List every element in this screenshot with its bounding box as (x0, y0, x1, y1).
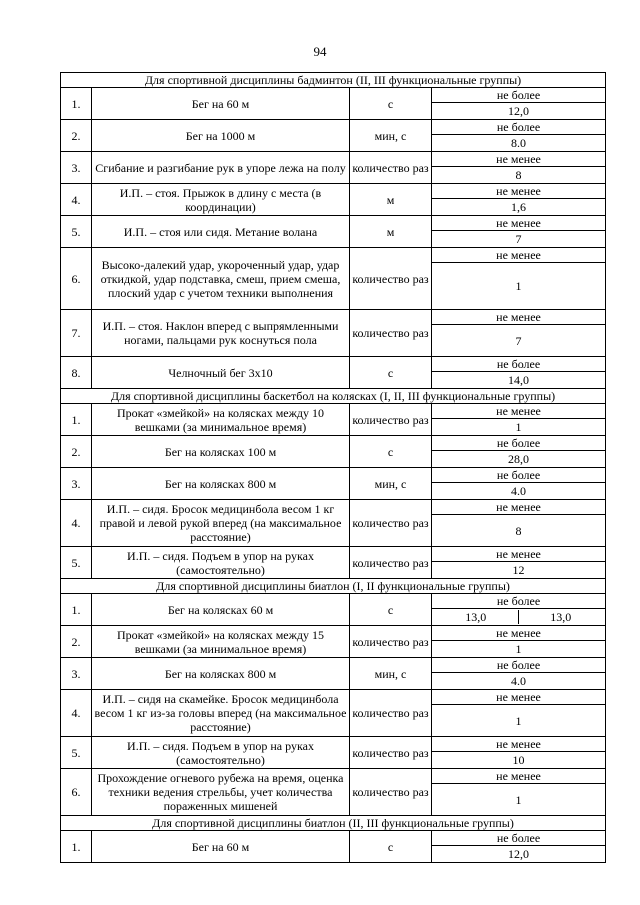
norm-condition: не менее (432, 184, 606, 199)
table-row (61, 216, 606, 231)
row-number: 2. (61, 626, 92, 658)
exercise-name: Бег на 60 м (92, 831, 350, 863)
norm-value: 1 (432, 263, 606, 310)
norm-value: 10 (432, 752, 606, 769)
unit-of-measure: количество раз (350, 152, 432, 184)
norm-condition: не менее (432, 769, 606, 784)
norm-value: 12,0 (432, 103, 606, 120)
norm-value: 12,0 (432, 846, 606, 863)
row-number: 6. (61, 248, 92, 310)
norm-value: 8 (432, 515, 606, 547)
norm-value: 1 (432, 784, 606, 816)
exercise-name: Прокат «змейкой» на колясках между 15 вешками (за минимальное время) (92, 626, 350, 658)
unit-of-measure: мин, с (350, 658, 432, 690)
unit-of-measure: количество раз (350, 248, 432, 310)
table-row (61, 500, 606, 515)
row-number: 1. (61, 831, 92, 863)
row-number: 4. (61, 184, 92, 216)
section-header-row (61, 389, 606, 404)
norm-value-split (432, 609, 606, 626)
page-number: 94 (313, 44, 327, 59)
row-number: 5. (61, 737, 92, 769)
row-number: 2. (61, 120, 92, 152)
row-number: 3. (61, 468, 92, 500)
unit-of-measure: мин, с (350, 120, 432, 152)
norm-value: 1 (432, 705, 606, 737)
row-number: 7. (61, 310, 92, 357)
exercise-name: Прохождение огневого рубежа на время, оценка техники ведения стрельбы, учет количества пораженных мишеней (92, 769, 350, 816)
row-number: 1. (61, 594, 92, 626)
exercise-name: И.П. – сидя. Подъем в упор на руках (самостоятельно) (92, 737, 350, 769)
table-row (61, 184, 606, 199)
table-row (61, 690, 606, 705)
row-number: 5. (61, 547, 92, 579)
table-row (61, 626, 606, 641)
norm-condition: не менее (432, 547, 606, 562)
norm-condition: не более (432, 120, 606, 135)
norm-value: 8.0 (432, 135, 606, 152)
unit-of-measure: с (350, 88, 432, 120)
exercise-name: Бег на колясках 800 м (92, 658, 350, 690)
norm-value: 14,0 (432, 372, 606, 389)
norm-condition: не менее (432, 500, 606, 515)
unit-of-measure: количество раз (350, 500, 432, 547)
norm-condition: не менее (432, 152, 606, 167)
exercise-name: И.П. – сидя. Подъем в упор на руках (самостоятельно) (92, 547, 350, 579)
norm-condition: не менее (432, 310, 606, 325)
row-number: 4. (61, 500, 92, 547)
unit-of-measure: количество раз (350, 769, 432, 816)
norm-value: 1 (432, 419, 606, 436)
norm-condition: не более (432, 468, 606, 483)
table-row (61, 310, 606, 325)
row-number: 8. (61, 357, 92, 389)
exercise-name: Бег на колясках 800 м (92, 468, 350, 500)
row-number: 2. (61, 436, 92, 468)
exercise-name: Бег на колясках 60 м (92, 594, 350, 626)
norm-value: 7 (432, 325, 606, 357)
exercise-name: И.П. – стоя или сидя. Метание волана (92, 216, 350, 248)
exercise-name: Бег на 60 м (92, 88, 350, 120)
section-title: Для спортивной дисциплины баскетбол на колясках (I, II, III функциональные группы) (61, 389, 606, 404)
table-row (61, 658, 606, 673)
row-number: 3. (61, 152, 92, 184)
exercise-name: Высоко-далекий удар, укороченный удар, удар откидкой, удар подставка, смеш, прием смеша, плоский удар с учетом техники выполнения (92, 248, 350, 310)
table-row (61, 357, 606, 372)
section-title: Для спортивной дисциплины биатлон (II, III функциональные группы) (61, 816, 606, 831)
norm-value: 7 (432, 231, 606, 248)
unit-of-measure: с (350, 357, 432, 389)
norm-condition: не менее (432, 626, 606, 641)
table-row (61, 152, 606, 167)
exercise-name: Бег на колясках 100 м (92, 436, 350, 468)
norm-condition: не более (432, 658, 606, 673)
norm-condition: не более (432, 436, 606, 451)
unit-of-measure: количество раз (350, 547, 432, 579)
norm-value: 4.0 (432, 483, 606, 500)
table-row (61, 831, 606, 846)
row-number: 4. (61, 690, 92, 737)
section-header-row (61, 579, 606, 594)
norm-value: 28,0 (432, 451, 606, 468)
table-row (61, 737, 606, 752)
norm-condition: не менее (432, 737, 606, 752)
unit-of-measure: с (350, 594, 432, 626)
row-number: 6. (61, 769, 92, 816)
norm-condition: не более (432, 831, 606, 846)
norm-condition: не более (432, 357, 606, 372)
section-title: Для спортивной дисциплины биатлон (I, II функциональные группы) (61, 579, 606, 594)
unit-of-measure: с (350, 436, 432, 468)
exercise-name: И.П. – стоя. Наклон вперед с выпрямленными ногами, пальцами рук коснуться пола (92, 310, 350, 357)
exercise-name: Прокат «змейкой» на колясках между 10 вешками (за минимальное время) (92, 404, 350, 436)
norm-value: 1 (432, 641, 606, 658)
norm-value: 4.0 (432, 673, 606, 690)
section-header-row (61, 816, 606, 831)
unit-of-measure: количество раз (350, 737, 432, 769)
norm-value: 8 (432, 167, 606, 184)
unit-of-measure: с (350, 831, 432, 863)
norm-condition: не менее (432, 216, 606, 231)
table-row (61, 594, 606, 609)
unit-of-measure: мин, с (350, 468, 432, 500)
table-row (61, 120, 606, 135)
unit-of-measure: м (350, 216, 432, 248)
exercise-name: И.П. – сидя на скамейке. Бросок медицинбола весом 1 кг из-за головы вперед (на максимальное расстояние) (92, 690, 350, 737)
row-number: 3. (61, 658, 92, 690)
table-row (61, 436, 606, 451)
row-number: 1. (61, 88, 92, 120)
norm-condition: не менее (432, 248, 606, 263)
norm-value: 12 (432, 562, 606, 579)
table-row (61, 769, 606, 784)
table-row (61, 404, 606, 419)
table-row (61, 248, 606, 263)
table-row (61, 547, 606, 562)
table-row (61, 468, 606, 483)
standards-table (60, 72, 606, 863)
unit-of-measure: количество раз (350, 404, 432, 436)
row-number: 5. (61, 216, 92, 248)
exercise-name: Бег на 1000 м (92, 120, 350, 152)
section-title: Для спортивной дисциплины бадминтон (II, III функциональные группы) (61, 73, 606, 88)
table-row (61, 88, 606, 103)
norm-condition: не более (432, 594, 606, 609)
exercise-name: И.П. – стоя. Прыжок в длину с места (в координации) (92, 184, 350, 216)
norm-value: 13,0 (434, 610, 519, 624)
norm-value: 13,0 (550, 610, 572, 624)
unit-of-measure: м (350, 184, 432, 216)
norm-value: 1,6 (432, 199, 606, 216)
unit-of-measure: количество раз (350, 310, 432, 357)
section-header-row (61, 73, 606, 88)
unit-of-measure: количество раз (350, 690, 432, 737)
norm-condition: не менее (432, 404, 606, 419)
norm-condition: не более (432, 88, 606, 103)
unit-of-measure: количество раз (350, 626, 432, 658)
row-number: 1. (61, 404, 92, 436)
exercise-name: Сгибание и разгибание рук в упоре лежа на полу (92, 152, 350, 184)
exercise-name: Челночный бег 3х10 (92, 357, 350, 389)
exercise-name: И.П. – сидя. Бросок медицинбола весом 1 кг правой и левой рукой вперед (на максимальное расстояние) (92, 500, 350, 547)
norm-condition: не менее (432, 690, 606, 705)
